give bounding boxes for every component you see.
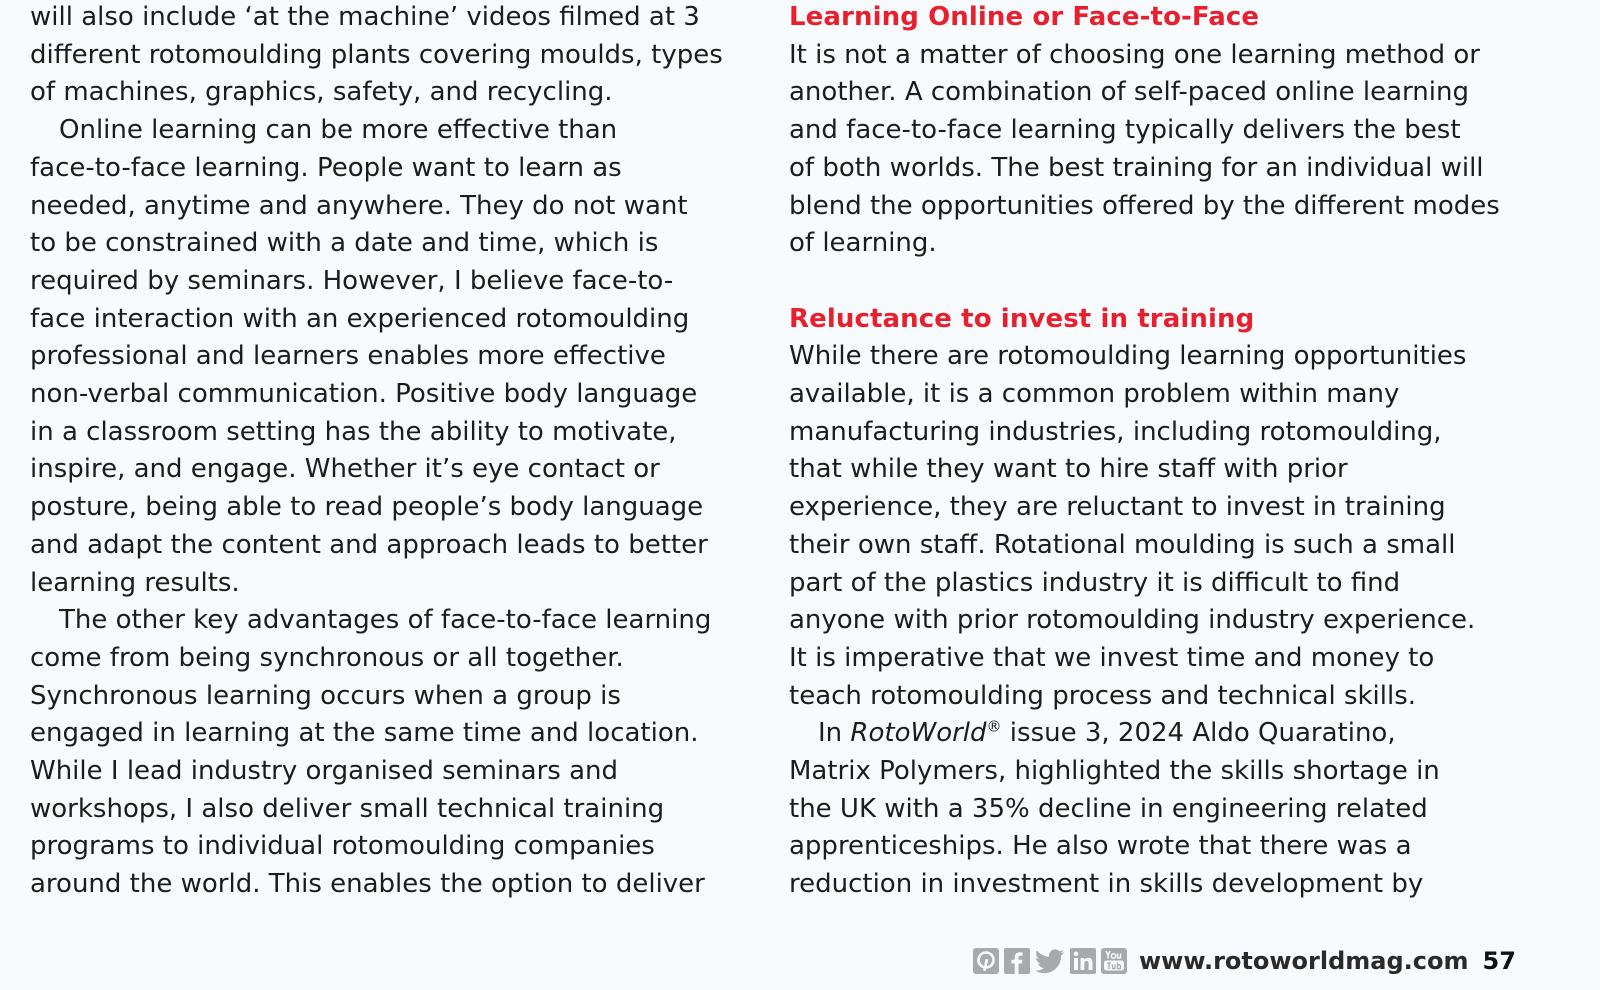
text-line: Synchronous learning occurs when a group is	[30, 680, 621, 711]
text-line: around the world. This enables the option to deliver	[30, 869, 705, 900]
text-line: Online learning can be more effective than	[59, 115, 618, 146]
text-line: non-verbal communication. Positive body language	[30, 379, 698, 410]
text-line: professional and learners enables more effective	[30, 341, 666, 372]
text-line: Matrix Polymers, highlighted the skills shortage in	[789, 756, 1440, 787]
registered-mark: ®	[986, 717, 1002, 736]
text-line: anyone with prior rotomoulding industry experience.	[789, 605, 1476, 636]
social-icons	[973, 948, 1127, 974]
section-heading-reluctance: Reluctance to invest in training	[789, 303, 1255, 334]
text-line: and face-to-face learning typically delivers the best	[789, 115, 1461, 146]
text-line: part of the plastics industry it is difficult to find	[789, 567, 1401, 598]
left-column	[30, 0, 730, 904]
pinterest-icon[interactable]	[973, 948, 999, 974]
text-line: experience, they are reluctant to invest in training	[789, 492, 1446, 523]
text-line: engaged in learning at the same time and location.	[30, 718, 699, 749]
text-line: in a classroom setting has the ability to motivate,	[30, 416, 677, 447]
text-line: learning results.	[30, 567, 240, 598]
text-line: will also include ‘at the machine’ videos filmed at 3	[30, 2, 700, 32]
text-line: programs to individual rotomoulding companies	[30, 831, 655, 862]
text-line: the UK with a 35% decline in engineering related	[789, 793, 1428, 824]
text-line: It is imperative that we invest time and money to	[789, 642, 1435, 673]
magazine-title: RotoWorld	[850, 718, 987, 749]
text-line: that while they want to hire staff with prior	[789, 454, 1348, 485]
text-line: required by seminars. However, I believe face-to-	[30, 265, 674, 296]
text-fragment: issue 3, 2024 Aldo Quaratino,	[1001, 718, 1396, 749]
text-line: inspire, and engage. Whether it’s eye contact or	[30, 454, 660, 485]
text-line: While there are rotomoulding learning opportunities	[789, 341, 1467, 372]
text-line: their own staff. Rotational moulding is such a small	[789, 529, 1456, 560]
text-line: While I lead industry organised seminars and	[30, 756, 619, 787]
text-line: apprenticeships. He also wrote that there was a	[789, 831, 1412, 862]
text-line: of machines, graphics, safety, and recycling.	[30, 77, 613, 108]
facebook-icon[interactable]	[1004, 948, 1030, 974]
text-line: posture, being able to read people’s body language	[30, 492, 704, 523]
text-line: of learning.	[789, 228, 937, 259]
text-line: needed, anytime and anywhere. They do not want	[30, 190, 688, 221]
text-line: and adapt the content and approach leads to better	[30, 529, 708, 560]
page-footer	[973, 946, 1516, 976]
text-line: The other key advantages of face-to-face learning	[59, 605, 712, 636]
text-line-magazine-reference	[789, 715, 1509, 753]
youtube-icon[interactable]	[1101, 948, 1127, 974]
section-heading-learning-online: Learning Online or Face-to-Face	[789, 2, 1260, 32]
twitter-icon[interactable]	[1035, 948, 1065, 974]
page-number: 57	[1482, 947, 1516, 975]
text-line: different rotomoulding plants covering moulds, types	[30, 39, 723, 70]
text-line: teach rotomoulding process and technical skills.	[789, 680, 1417, 711]
text-line: face interaction with an experienced rotomoulding	[30, 303, 690, 334]
text-line: manufacturing industries, including rotomoulding,	[789, 416, 1442, 447]
text-line: to be constrained with a date and time, which is	[30, 228, 659, 259]
text-fragment: In	[818, 718, 851, 749]
text-line: face-to-face learning. People want to learn as	[30, 152, 622, 183]
right-column	[789, 0, 1509, 904]
text-line: It is not a matter of choosing one learning method or	[789, 39, 1480, 70]
text-line: another. A combination of self-paced online learning	[789, 77, 1469, 108]
text-line: available, it is a common problem within many	[789, 379, 1400, 410]
text-line: of both worlds. The best training for an individual will	[789, 152, 1484, 183]
text-line: reduction in investment in skills development by	[789, 869, 1424, 900]
section-spacer	[789, 263, 1509, 301]
linkedin-icon[interactable]	[1070, 948, 1096, 974]
website-url[interactable]: www.rotoworldmag.com	[1139, 947, 1469, 975]
text-line: come from being synchronous or all together.	[30, 642, 624, 673]
text-line: workshops, I also deliver small technical training	[30, 793, 665, 824]
text-line: blend the opportunities offered by the different modes	[789, 190, 1500, 221]
